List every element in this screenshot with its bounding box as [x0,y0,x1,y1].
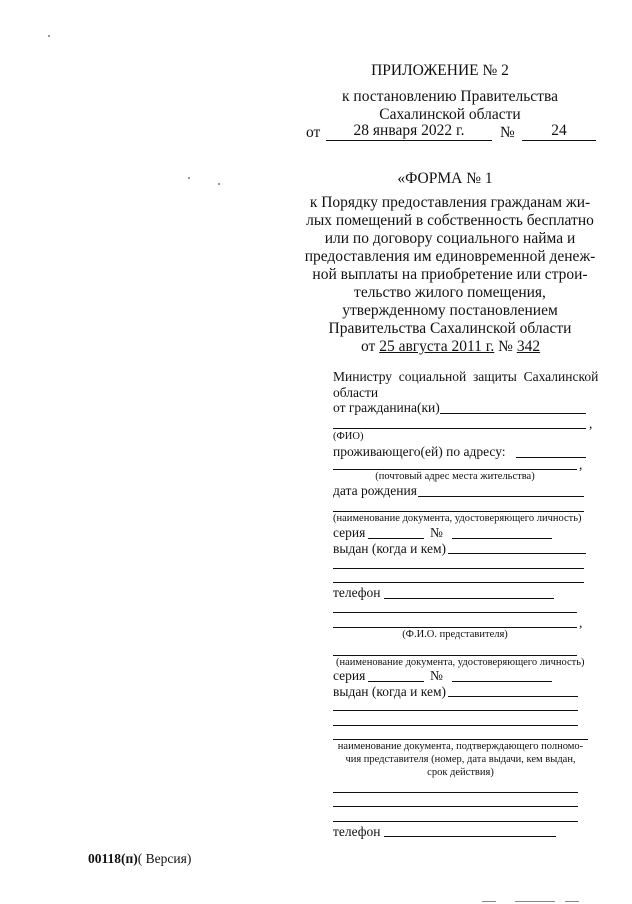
citizen-name-field[interactable] [440,413,586,414]
issued-by-field-3[interactable] [333,582,584,583]
scan-cutoff-mark [565,901,579,902]
phone-label: телефон [333,585,381,600]
version: ( Версия) [137,851,192,866]
rep-issued-by-field-3[interactable] [333,725,578,726]
form-title: «ФОРМА № 1 [397,170,493,187]
fio-caption: (ФИО) [333,431,364,442]
procedure-line: ной выплаты на приобретение или строи- [312,266,588,283]
authority-doc-field[interactable] [333,739,588,740]
procedure-line: Правительства Сахалинской области [328,320,572,337]
rep-phone-field[interactable] [384,836,556,837]
resolution-number: 24 [551,122,567,139]
scan-cutoff-mark [515,901,555,902]
scan-speck [218,183,220,185]
resolution-line: к постановлению Правительства [342,88,558,105]
procedure-line: утвержденному постановлением [342,302,558,319]
approved-number-label: № [498,338,513,355]
authority-caption: срок действия) [427,767,494,778]
rep-number-sign: № [430,668,443,683]
approved-number: 342 [516,338,541,355]
citizen-name-field-2[interactable] [333,428,586,429]
phone-field[interactable] [384,598,554,599]
region-line: Сахалинской области [379,106,521,123]
rep-id-number-field[interactable] [452,681,552,682]
authority-field-3[interactable] [333,806,578,807]
number-underline [522,140,596,141]
rep-series-field[interactable] [368,681,424,682]
birth-date-field[interactable] [418,496,584,497]
number-label: № [500,124,515,141]
number-sign: № [430,525,443,540]
series-field[interactable] [368,538,424,539]
issued-by-field[interactable] [448,553,586,554]
id-doc-caption: (наименование документа, удостоверяющего личность) [333,513,582,524]
appendix-title: ПРИЛОЖЕНИЕ № 2 [371,62,509,79]
extra-field[interactable] [333,612,577,613]
authority-field-4[interactable] [333,821,578,822]
procedure-line: лых помещений в собственность бесплатно [306,212,594,229]
authority-field-2[interactable] [333,792,578,793]
from-label: от [306,124,321,141]
series-label: серия [333,525,366,540]
rep-issued-by-field[interactable] [448,696,578,697]
document-code [88,851,191,867]
comma: , [589,416,593,431]
procedure-line: к Порядку предоставления гражданам жи- [309,194,591,211]
procedure-line: или по договору социального найма и [324,230,576,247]
date-underline [326,140,492,141]
procedure-line: предоставления им единовременной денеж- [304,248,596,265]
from-citizen-label: от гражданина(ки) [333,400,440,415]
representative-caption: (Ф.И.О. представителя) [402,629,508,640]
rep-issued-by-field-2[interactable] [333,710,578,711]
id-number-field[interactable] [452,538,552,539]
scan-speck [48,35,50,37]
residing-label: проживающего(ей) по адресу: [333,444,506,459]
representative-name-field[interactable] [333,627,577,628]
postal-caption: (почтовый адрес места жительства) [375,471,535,482]
approved-line [361,338,540,356]
address-field[interactable] [516,457,586,458]
rep-series-label: серия [333,668,366,683]
rep-phone-label: телефон [333,824,381,839]
approved-prefix: от [361,338,376,355]
addressee-line: Министру социальной защиты Сахалинской [333,369,599,384]
birth-date-label: дата рождения [333,483,417,498]
authority-caption: чия представителя (номер, дата выдачи, кем выдан, [345,754,576,765]
rep-id-doc-caption: (наименование документа, удостоверяющего личность) [336,657,585,668]
resolution-date: 28 января 2022 г. [353,122,465,139]
rep-issued-by-label: выдан (когда и кем) [333,684,446,699]
authority-caption: наименование документа, подтверждающего полномо- [337,741,584,752]
address-field-2[interactable] [333,469,577,470]
procedure-line: тельство жилого помещения, [354,284,546,301]
code: 00118(п) [88,851,138,866]
scan-cutoff-mark [482,901,496,902]
rep-id-doc-field[interactable] [333,655,577,656]
approved-date: 25 августа 2011 г. [379,338,495,355]
issued-by-field-2[interactable] [333,568,584,569]
comma: , [579,457,583,472]
scan-speck [188,177,190,179]
id-doc-field[interactable] [333,511,584,512]
addressee-line: области [333,385,379,400]
issued-by-label: выдан (когда и кем) [333,541,446,556]
comma: , [579,615,583,630]
